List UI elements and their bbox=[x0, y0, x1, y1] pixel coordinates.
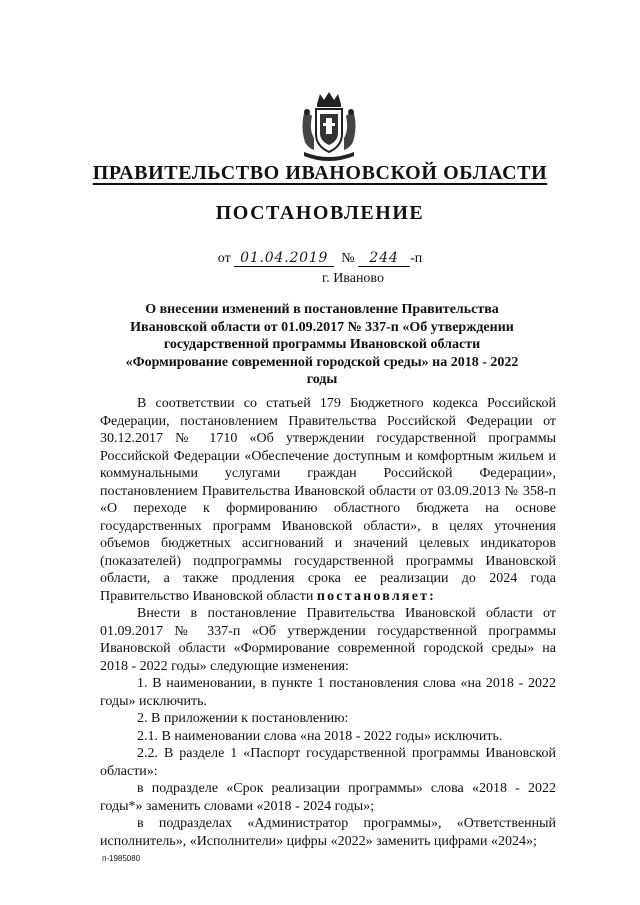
body-paragraph: в подразделах «Администратор программы», «Ответственный исполнитель», «Исполнители» цифры «2022» заменить цифрами «2024»; bbox=[100, 816, 556, 849]
number-suffix: -п bbox=[410, 251, 423, 266]
government-title: ПРАВИТЕЛЬСТВО ИВАНОВСКОЙ ОБЛАСТИ bbox=[92, 162, 548, 184]
coat-of-arms-emblem bbox=[296, 90, 362, 162]
body-paragraph: 1. В наименовании, в пункте 1 постановления слова «на 2018 - 2022 годы» исключить. bbox=[100, 676, 556, 709]
resolves-word: постановляет: bbox=[316, 588, 437, 604]
handwritten-date: 01.04.2019 bbox=[234, 250, 334, 267]
footer-code: п-1985080 bbox=[102, 854, 141, 863]
document-subject: О внесении изменений в постановление Правительства Ивановской области от 01.09.2017 № 337-п «Об утверждении государственной программы Ивановской области «Формирование современной городской среды» на 2018 - 2022 годы bbox=[125, 302, 519, 387]
date-number-line bbox=[0, 250, 640, 267]
preamble-text: В соответствии со статьей 179 Бюджетного кодекса Российской Федерации, постановлением Правительства Российской Федерации от 30.12.2017 № 1710 «Об утверждении государственной программы Российской Федерации «Обеспечение доступным и комфортным жильем и коммунальными услугами граждан Российской Федерации», постановлением Правительства Ивановской области от 03.09.2013 № 358-п «О переходе к формированию областного бюджета на основе государственных программ Ивановской области», в целях уточнения объемов бюджетных ассигнований и значений целевых индикаторов (показателей) подпрограммы государственной программы Ивановской области, а также продления срока ее реализации до 2024 года Правительство Ивановской области bbox=[100, 396, 556, 604]
city: г. Иваново bbox=[322, 271, 384, 286]
document-type: ПОСТАНОВЛЕНИЕ bbox=[215, 202, 425, 224]
body-paragraph: 2. В приложении к постановлению: bbox=[137, 711, 349, 726]
document-body bbox=[100, 395, 556, 850]
from-label: от bbox=[217, 251, 231, 266]
body-paragraph: в подразделе «Срок реализации программы» слова «2018 - 2022 годы*» заменить словами «2018 - 2024 годы»; bbox=[100, 781, 556, 814]
body-paragraph: Внести в постановление Правительства Ивановской области от 01.09.2017 № 337-п «Об утверждении государственной программы Ивановской области «Формирование современной городской среды» на 2018 - 2022 годы» следующие изменения: bbox=[100, 606, 556, 674]
handwritten-number: 244 bbox=[358, 250, 410, 267]
body-paragraph: 2.1. В наименовании слова «на 2018 - 2022 годы» исключить. bbox=[137, 728, 503, 744]
body-paragraph: 2.2. В разделе 1 «Паспорт государственной программы Ивановской области»: bbox=[100, 746, 556, 779]
preamble-paragraph bbox=[100, 395, 556, 605]
number-label: № bbox=[341, 251, 355, 266]
